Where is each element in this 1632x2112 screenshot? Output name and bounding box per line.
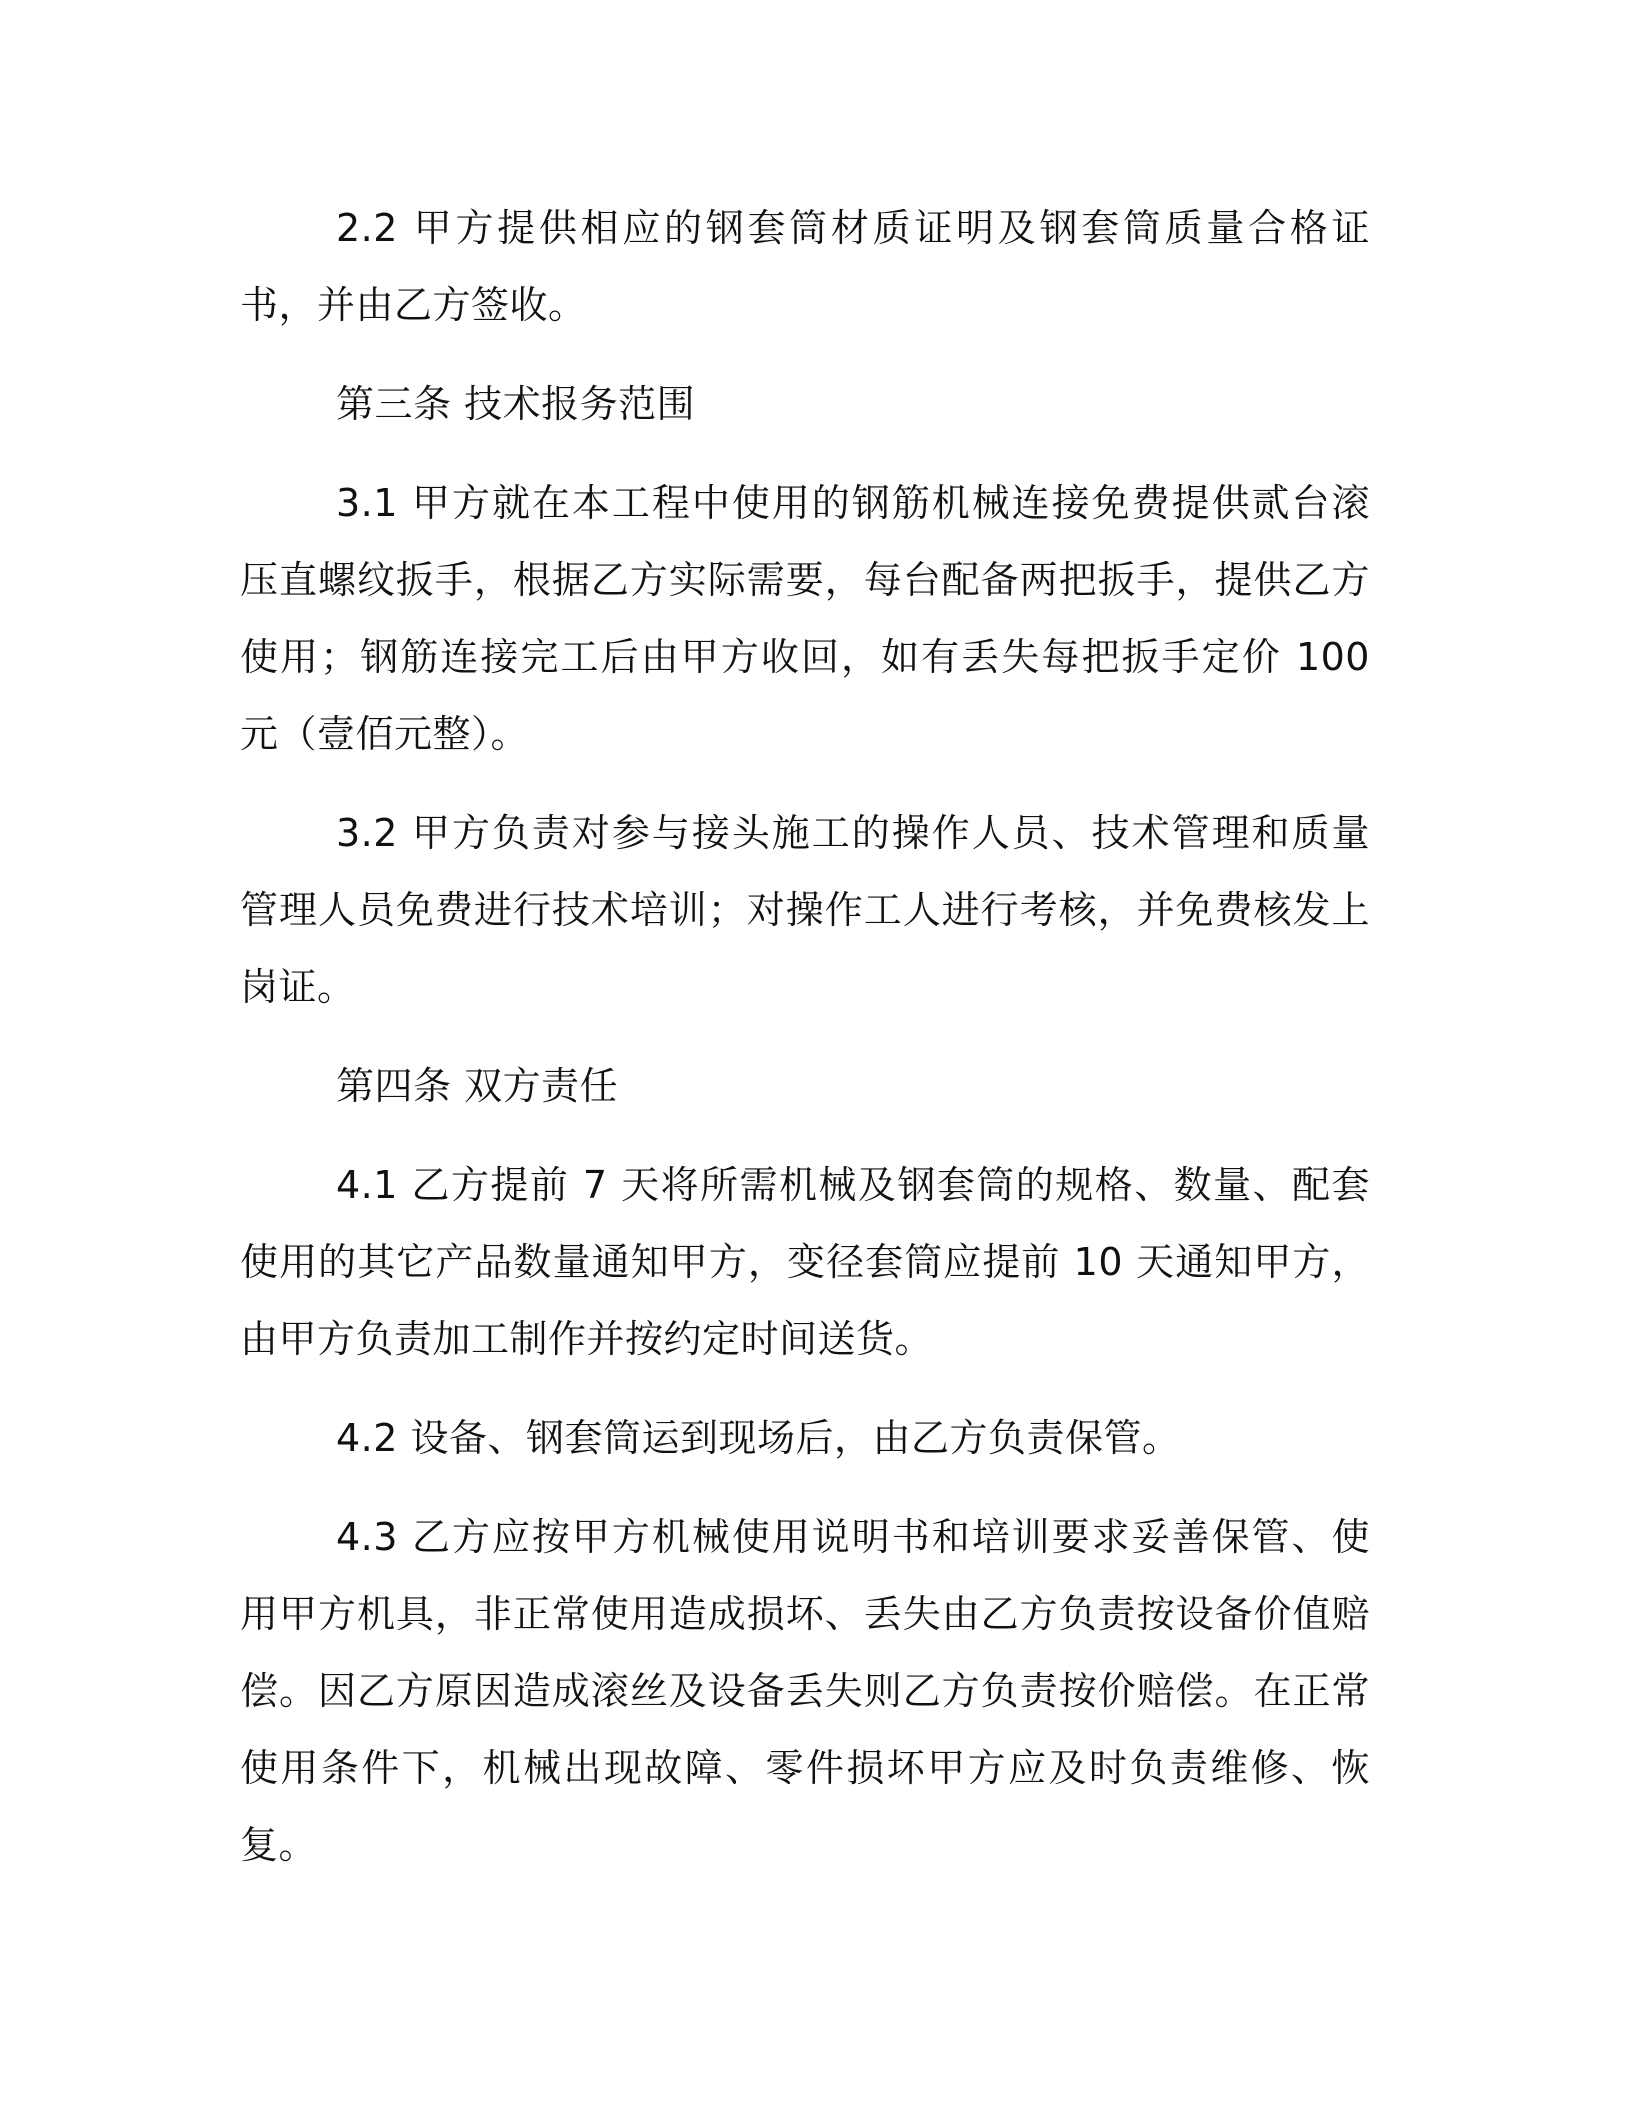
- clause-4-2: 4.2 设备、钢套筒运到现场后，由乙方负责保管。: [336, 1416, 1181, 1460]
- clause-2-2: 2.2 甲方提供相应的钢套筒材质证明及钢套筒质量合格证书，并由乙方签收。: [240, 206, 1370, 327]
- clause-4-1: 4.1 乙方提前 7 天将所需机械及钢套筒的规格、数量、配套使用的其它产品数量通知甲方，变径套筒应提前 10 天通知甲方，由甲方负责加工制作并按约定时间送货。: [240, 1163, 1370, 1361]
- clause-4-3: 4.3 乙方应按甲方机械使用说明书和培训要求妥善保管、使用甲方机具，非正常使用造成损坏、丢失由乙方负责按设备价值赔偿。因乙方原因造成滚丝及设备丢失则乙方负责按价赔偿。在正常使用条件下，机械出现故障、零件损坏甲方应及时负责维修、恢复。: [240, 1515, 1370, 1867]
- document-body: [240, 190, 1370, 1884]
- clause-3-1: 3.1 甲方就在本工程中使用的钢筋机械连接免费提供贰台滚压直螺纹扳手，根据乙方实际需要，每台配备两把扳手，提供乙方使用；钢筋连接完工后由甲方收回，如有丢失每把扳手定价 100 元（壹佰元整）。: [240, 481, 1370, 756]
- article-3-heading: 第三条 技术报务范围: [336, 382, 696, 426]
- clause-3-2: 3.2 甲方负责对参与接头施工的操作人员、技术管理和质量管理人员免费进行技术培训；对操作工人进行考核，并免费核发上岗证。: [240, 811, 1370, 1009]
- article-4-heading: 第四条 双方责任: [336, 1064, 619, 1108]
